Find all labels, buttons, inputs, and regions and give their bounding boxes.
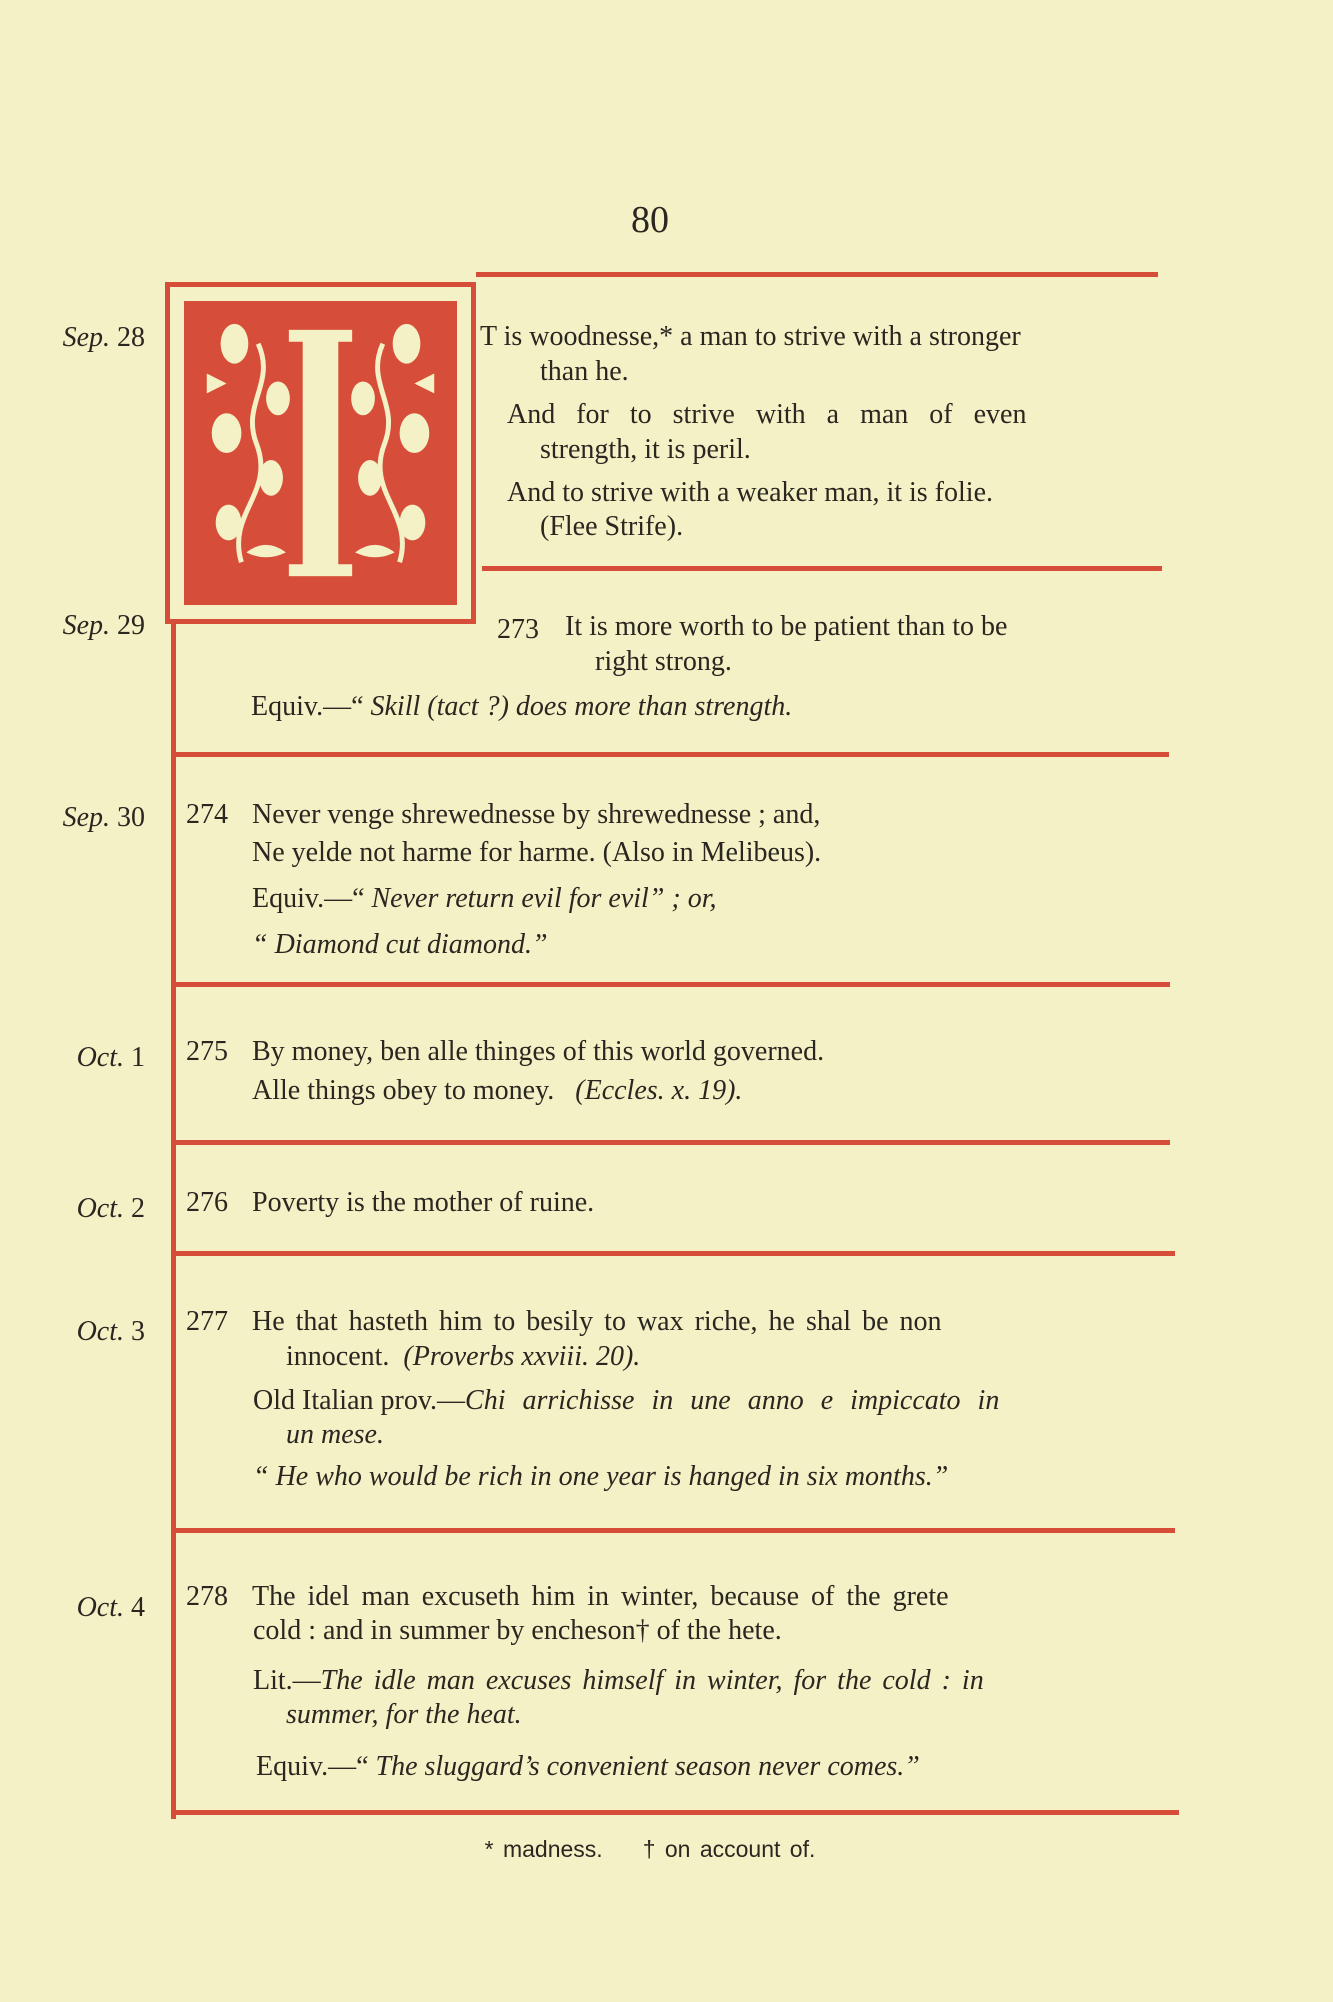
entry-272-line-5: And to strive with a weaker man, it is folie. <box>507 477 993 508</box>
entry-272-line-6: (Flee Strife). <box>540 511 684 542</box>
entry-278-lit: Lit.—The idle man excuses himself in winter, for the cold : in <box>253 1665 984 1696</box>
entry-275-line-2: Alle things obey to money. (Eccles. x. 19). <box>252 1075 743 1106</box>
date-oct-3: Oct. 3 <box>76 1316 145 1347</box>
decorated-initial-i <box>165 282 476 624</box>
footnote-on-account-of: † on account of. <box>642 1836 816 1862</box>
rule-after-274 <box>173 982 1170 987</box>
entry-272-line-2: than he. <box>540 356 629 387</box>
floral-initial-i-icon <box>187 304 454 602</box>
footnote-madness: * madness. <box>484 1836 603 1862</box>
entry-277-line-1: 277 He that hasteth him to besily to wax riche, he shal be non <box>186 1306 942 1337</box>
entry-272-line-1: T is woodnesse,* a man to strive with a stronger <box>480 321 1021 352</box>
date-sep-30: Sep. 30 <box>62 802 145 833</box>
entry-276-line-1: 276 Poverty is the mother of ruine. <box>186 1187 595 1218</box>
footnotes <box>0 1836 1300 1863</box>
date-sep-29: Sep. 29 <box>62 610 145 641</box>
page-number: 80 <box>631 199 669 241</box>
entry-273-line-1: It is more worth to be patient than to be <box>565 611 1008 642</box>
entry-278-equiv: Equiv.—“ The sluggard’s convenient season never comes.” <box>256 1751 920 1782</box>
rule-after-272 <box>482 566 1162 571</box>
entry-273-line-2: right strong. <box>595 646 732 677</box>
date-oct-1: Oct. 1 <box>76 1042 145 1073</box>
entry-272-line-3: And for to strive with a man of even <box>507 399 1027 430</box>
entry-273-equiv: Equiv.—“ Skill (tact ?) does more than strength. <box>251 691 793 722</box>
entry-278-line-2: cold : and in summer by encheson† of the hete. <box>253 1615 782 1646</box>
entry-277-proverb: Old Italian prov.—Chi arrichisse in une anno e impiccato in <box>253 1385 1000 1416</box>
date-sep-28: Sep. 28 <box>62 322 145 353</box>
entry-277-proverb-2: un mese. <box>286 1419 384 1450</box>
entry-278-lit-2: summer, for the heat. <box>286 1699 522 1730</box>
entry-278-line-1: 278 The idel man excuseth him in winter, because of the grete <box>186 1581 949 1612</box>
rule-after-273 <box>173 752 1169 757</box>
date-oct-2: Oct. 2 <box>76 1193 145 1224</box>
entry-274-equiv: Equiv.—“ Never return evil for evil” ; or, <box>252 883 717 914</box>
rule-after-276 <box>173 1251 1175 1256</box>
entry-277-translation: “ He who would be rich in one year is hanged in six months.” <box>253 1461 949 1492</box>
date-oct-4: Oct. 4 <box>76 1592 145 1623</box>
entry-275-line-1: 275 By money, ben alle thinges of this world governed. <box>186 1036 825 1067</box>
entry-272-line-4: strength, it is peril. <box>540 434 751 465</box>
entry-277-line-2: innocent. (Proverbs xxviii. 20). <box>286 1341 641 1372</box>
entry-274-line-2: Ne yelde not harme for harme. (Also in Melibeus). <box>252 837 822 868</box>
entry-273-number: 273 <box>497 614 539 645</box>
entry-274-equiv-2: “ Diamond cut diamond.” <box>252 929 548 960</box>
rule-after-277 <box>173 1528 1175 1533</box>
rule-top <box>476 272 1158 277</box>
entry-274-line-1: 274 Never venge shrewednesse by shrewednesse ; and, <box>186 799 821 830</box>
rule-after-275 <box>173 1140 1170 1145</box>
rule-bottom <box>173 1810 1179 1815</box>
